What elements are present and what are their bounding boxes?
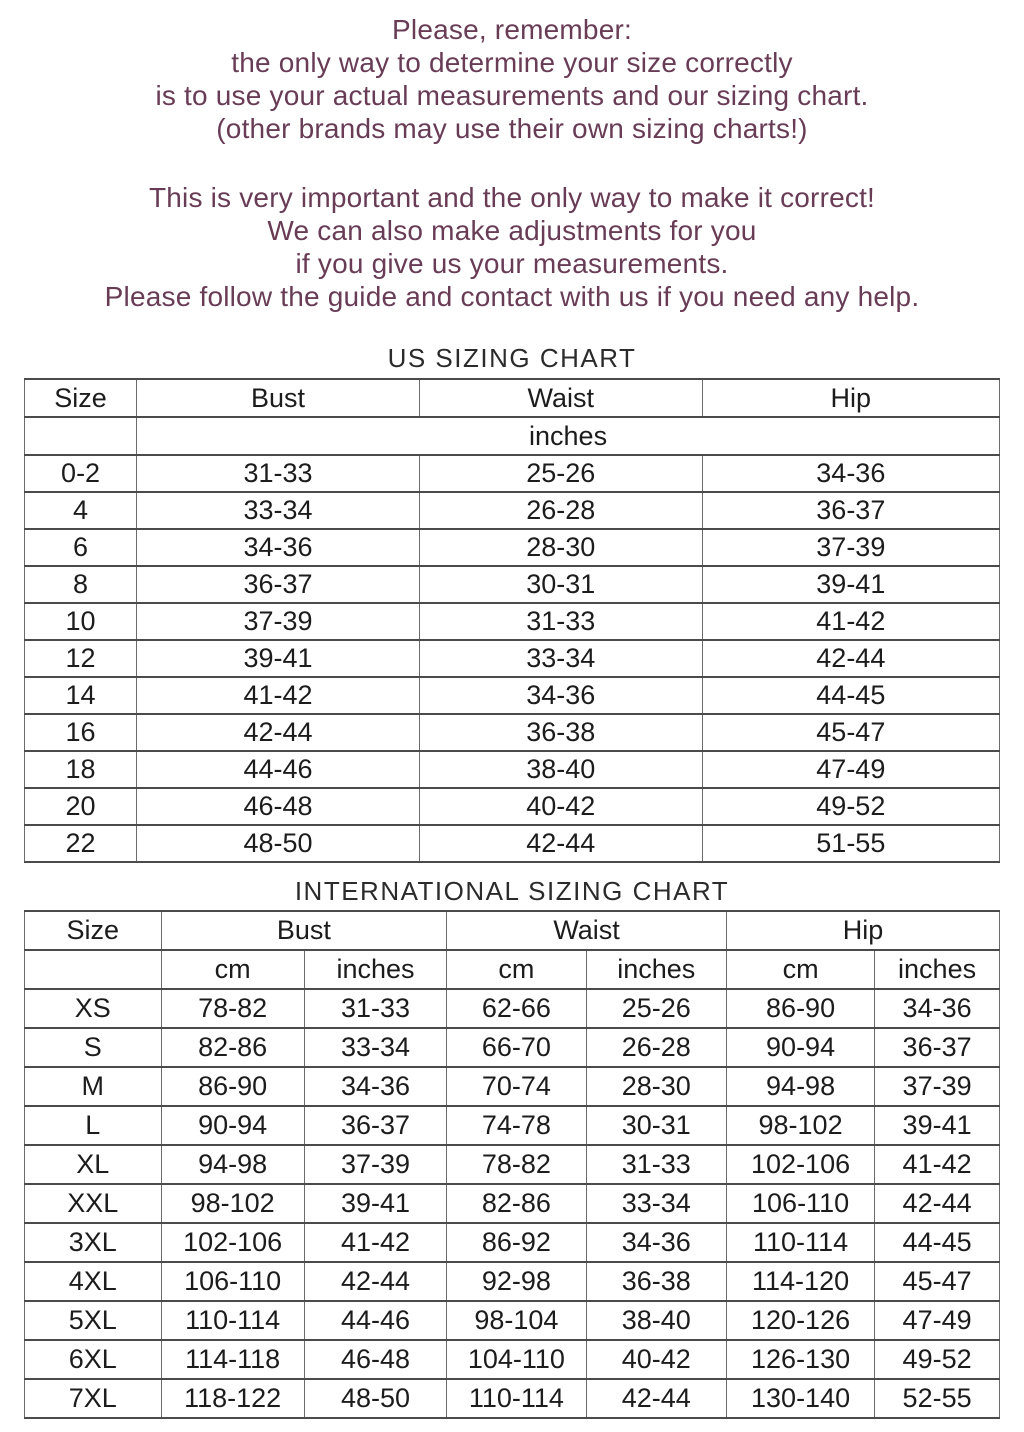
empty-cell xyxy=(25,950,162,989)
intro-line: This is very important and the only way to make it correct! xyxy=(148,182,876,213)
measurement-cell: 86-90 xyxy=(161,1067,304,1106)
measurement-cell: 38-40 xyxy=(419,751,702,788)
size-cell: 20 xyxy=(25,788,137,825)
measurement-cell: 102-106 xyxy=(161,1223,304,1262)
measurement-cell: 114-118 xyxy=(161,1340,304,1379)
size-cell: XL xyxy=(25,1145,162,1184)
measurement-cell: 98-104 xyxy=(447,1301,586,1340)
size-cell: 4 xyxy=(25,492,137,529)
unit-cell: cm xyxy=(447,950,586,989)
measurement-cell: 39-41 xyxy=(875,1106,1000,1145)
measurement-cell: 90-94 xyxy=(161,1106,304,1145)
us-sizing-table xyxy=(24,378,1000,863)
measurement-cell: 36-38 xyxy=(586,1262,726,1301)
measurement-cell: 33-34 xyxy=(586,1184,726,1223)
table-header-row xyxy=(25,911,1000,950)
measurement-cell: 82-86 xyxy=(161,1028,304,1067)
size-cell: 8 xyxy=(25,566,137,603)
column-header-hip: Hip xyxy=(726,911,999,950)
table-row xyxy=(25,1067,1000,1106)
measurement-cell: 92-98 xyxy=(447,1262,586,1301)
measurement-cell: 31-33 xyxy=(137,455,420,492)
measurement-cell: 106-110 xyxy=(161,1262,304,1301)
measurement-cell: 49-52 xyxy=(875,1340,1000,1379)
measurement-cell: 94-98 xyxy=(161,1145,304,1184)
measurement-cell: 44-45 xyxy=(702,677,999,714)
measurement-cell: 102-106 xyxy=(726,1145,874,1184)
size-cell: 0-2 xyxy=(25,455,137,492)
table-row xyxy=(25,1379,1000,1418)
measurement-cell: 41-42 xyxy=(137,677,420,714)
size-cell: 6 xyxy=(25,529,137,566)
measurement-cell: 42-44 xyxy=(137,714,420,751)
table-unit-row xyxy=(25,950,1000,989)
measurement-cell: 44-46 xyxy=(137,751,420,788)
column-header-waist: Waist xyxy=(419,379,702,417)
measurement-cell: 40-42 xyxy=(586,1340,726,1379)
unit-cell: inches xyxy=(586,950,726,989)
intro-block-2 xyxy=(0,181,1024,313)
size-cell: 12 xyxy=(25,640,137,677)
measurement-cell: 30-31 xyxy=(586,1106,726,1145)
measurement-cell: 25-26 xyxy=(586,989,726,1028)
measurement-cell: 52-55 xyxy=(875,1379,1000,1418)
table-row xyxy=(25,1145,1000,1184)
table-row xyxy=(25,1262,1000,1301)
measurement-cell: 31-33 xyxy=(419,603,702,640)
intro-line: We can also make adjustments for you xyxy=(267,215,757,246)
measurement-cell: 28-30 xyxy=(419,529,702,566)
table-row xyxy=(25,825,1000,862)
measurement-cell: 114-120 xyxy=(726,1262,874,1301)
measurement-cell: 78-82 xyxy=(161,989,304,1028)
measurement-cell: 44-46 xyxy=(304,1301,446,1340)
size-cell: 4XL xyxy=(25,1262,162,1301)
table-row xyxy=(25,603,1000,640)
unit-cell: inches xyxy=(875,950,1000,989)
measurement-cell: 34-36 xyxy=(586,1223,726,1262)
measurement-cell: 48-50 xyxy=(137,825,420,862)
table-row xyxy=(25,788,1000,825)
measurement-cell: 62-66 xyxy=(447,989,586,1028)
measurement-cell: 90-94 xyxy=(726,1028,874,1067)
measurement-cell: 26-28 xyxy=(419,492,702,529)
measurement-cell: 74-78 xyxy=(447,1106,586,1145)
measurement-cell: 82-86 xyxy=(447,1184,586,1223)
measurement-cell: 36-37 xyxy=(702,492,999,529)
measurement-cell: 42-44 xyxy=(702,640,999,677)
unit-cell: cm xyxy=(726,950,874,989)
measurement-cell: 46-48 xyxy=(137,788,420,825)
measurement-cell: 30-31 xyxy=(419,566,702,603)
measurement-cell: 51-55 xyxy=(702,825,999,862)
column-header-bust: Bust xyxy=(161,911,447,950)
table-row xyxy=(25,989,1000,1028)
intro-line: the only way to determine your size correctly xyxy=(231,47,793,78)
measurement-cell: 70-74 xyxy=(447,1067,586,1106)
unit-cell: cm xyxy=(161,950,304,989)
measurement-cell: 33-34 xyxy=(137,492,420,529)
measurement-cell: 38-40 xyxy=(586,1301,726,1340)
measurement-cell: 31-33 xyxy=(586,1145,726,1184)
measurement-cell: 49-52 xyxy=(702,788,999,825)
measurement-cell: 94-98 xyxy=(726,1067,874,1106)
measurement-cell: 25-26 xyxy=(419,455,702,492)
measurement-cell: 126-130 xyxy=(726,1340,874,1379)
size-cell: L xyxy=(25,1106,162,1145)
size-cell: 16 xyxy=(25,714,137,751)
measurement-cell: 39-41 xyxy=(137,640,420,677)
measurement-cell: 39-41 xyxy=(304,1184,446,1223)
intro-line: if you give us your measurements. xyxy=(295,248,729,279)
measurement-cell: 31-33 xyxy=(304,989,446,1028)
measurement-cell: 37-39 xyxy=(702,529,999,566)
measurement-cell: 41-42 xyxy=(875,1145,1000,1184)
table-row xyxy=(25,1028,1000,1067)
measurement-cell: 120-126 xyxy=(726,1301,874,1340)
measurement-cell: 130-140 xyxy=(726,1379,874,1418)
size-cell: 5XL xyxy=(25,1301,162,1340)
measurement-cell: 34-36 xyxy=(304,1067,446,1106)
size-cell: 7XL xyxy=(25,1379,162,1418)
measurement-cell: 46-48 xyxy=(304,1340,446,1379)
table-row xyxy=(25,1340,1000,1379)
measurement-cell: 78-82 xyxy=(447,1145,586,1184)
size-cell: XS xyxy=(25,989,162,1028)
size-cell: 22 xyxy=(25,825,137,862)
column-header-hip: Hip xyxy=(702,379,999,417)
unit-cell: inches xyxy=(304,950,446,989)
column-header-bust: Bust xyxy=(137,379,420,417)
size-cell: 6XL xyxy=(25,1340,162,1379)
measurement-cell: 42-44 xyxy=(586,1379,726,1418)
measurement-cell: 45-47 xyxy=(875,1262,1000,1301)
measurement-cell: 47-49 xyxy=(702,751,999,788)
measurement-cell: 34-36 xyxy=(875,989,1000,1028)
table-row xyxy=(25,1301,1000,1340)
measurement-cell: 110-114 xyxy=(161,1301,304,1340)
intro-block-1 xyxy=(0,13,1024,145)
table-unit-row xyxy=(25,417,1000,455)
column-header-waist: Waist xyxy=(447,911,727,950)
size-cell: M xyxy=(25,1067,162,1106)
table-row xyxy=(25,714,1000,751)
size-cell: S xyxy=(25,1028,162,1067)
measurement-cell: 36-37 xyxy=(137,566,420,603)
intl-chart-title: INTERNATIONAL SIZING CHART xyxy=(294,876,730,906)
table-row xyxy=(25,1223,1000,1262)
measurement-cell: 42-44 xyxy=(304,1262,446,1301)
table-row xyxy=(25,529,1000,566)
international-sizing-table xyxy=(24,910,1000,1419)
measurement-cell: 98-102 xyxy=(161,1184,304,1223)
us-chart-title: US SIZING CHART xyxy=(387,343,637,373)
measurement-cell: 86-90 xyxy=(726,989,874,1028)
measurement-cell: 33-34 xyxy=(304,1028,446,1067)
intro-line: Please, remember: xyxy=(392,14,632,45)
empty-cell xyxy=(25,417,137,455)
table-row xyxy=(25,492,1000,529)
table-row xyxy=(25,640,1000,677)
measurement-cell: 110-114 xyxy=(726,1223,874,1262)
measurement-cell: 104-110 xyxy=(447,1340,586,1379)
size-cell: XXL xyxy=(25,1184,162,1223)
size-cell: 18 xyxy=(25,751,137,788)
column-header-size: Size xyxy=(25,379,137,417)
table-row xyxy=(25,455,1000,492)
measurement-cell: 41-42 xyxy=(702,603,999,640)
unit-cell: inches xyxy=(137,417,1000,455)
measurement-cell: 37-39 xyxy=(304,1145,446,1184)
measurement-cell: 37-39 xyxy=(137,603,420,640)
measurement-cell: 39-41 xyxy=(702,566,999,603)
measurement-cell: 34-36 xyxy=(419,677,702,714)
intro-line: Please follow the guide and contact with us if you need any help. xyxy=(104,281,920,312)
measurement-cell: 41-42 xyxy=(304,1223,446,1262)
measurement-cell: 40-42 xyxy=(419,788,702,825)
table-row xyxy=(25,677,1000,714)
intro-line: (other brands may use their own sizing charts!) xyxy=(216,113,808,144)
measurement-cell: 33-34 xyxy=(419,640,702,677)
size-cell: 10 xyxy=(25,603,137,640)
table-row xyxy=(25,1184,1000,1223)
measurement-cell: 42-44 xyxy=(419,825,702,862)
measurement-cell: 34-36 xyxy=(137,529,420,566)
measurement-cell: 36-38 xyxy=(419,714,702,751)
measurement-cell: 34-36 xyxy=(702,455,999,492)
measurement-cell: 118-122 xyxy=(161,1379,304,1418)
measurement-cell: 42-44 xyxy=(875,1184,1000,1223)
measurement-cell: 106-110 xyxy=(726,1184,874,1223)
measurement-cell: 48-50 xyxy=(304,1379,446,1418)
intro-line: is to use your actual measurements and our sizing chart. xyxy=(155,80,869,111)
measurement-cell: 37-39 xyxy=(875,1067,1000,1106)
column-header-size: Size xyxy=(25,911,162,950)
measurement-cell: 98-102 xyxy=(726,1106,874,1145)
table-row xyxy=(25,1106,1000,1145)
measurement-cell: 28-30 xyxy=(586,1067,726,1106)
measurement-cell: 47-49 xyxy=(875,1301,1000,1340)
measurement-cell: 86-92 xyxy=(447,1223,586,1262)
measurement-cell: 44-45 xyxy=(875,1223,1000,1262)
table-header-row xyxy=(25,379,1000,417)
size-cell: 3XL xyxy=(25,1223,162,1262)
table-row xyxy=(25,751,1000,788)
measurement-cell: 66-70 xyxy=(447,1028,586,1067)
measurement-cell: 26-28 xyxy=(586,1028,726,1067)
intro-text xyxy=(0,0,1024,313)
measurement-cell: 110-114 xyxy=(447,1379,586,1418)
table-row xyxy=(25,566,1000,603)
measurement-cell: 45-47 xyxy=(702,714,999,751)
size-cell: 14 xyxy=(25,677,137,714)
measurement-cell: 36-37 xyxy=(304,1106,446,1145)
measurement-cell: 36-37 xyxy=(875,1028,1000,1067)
